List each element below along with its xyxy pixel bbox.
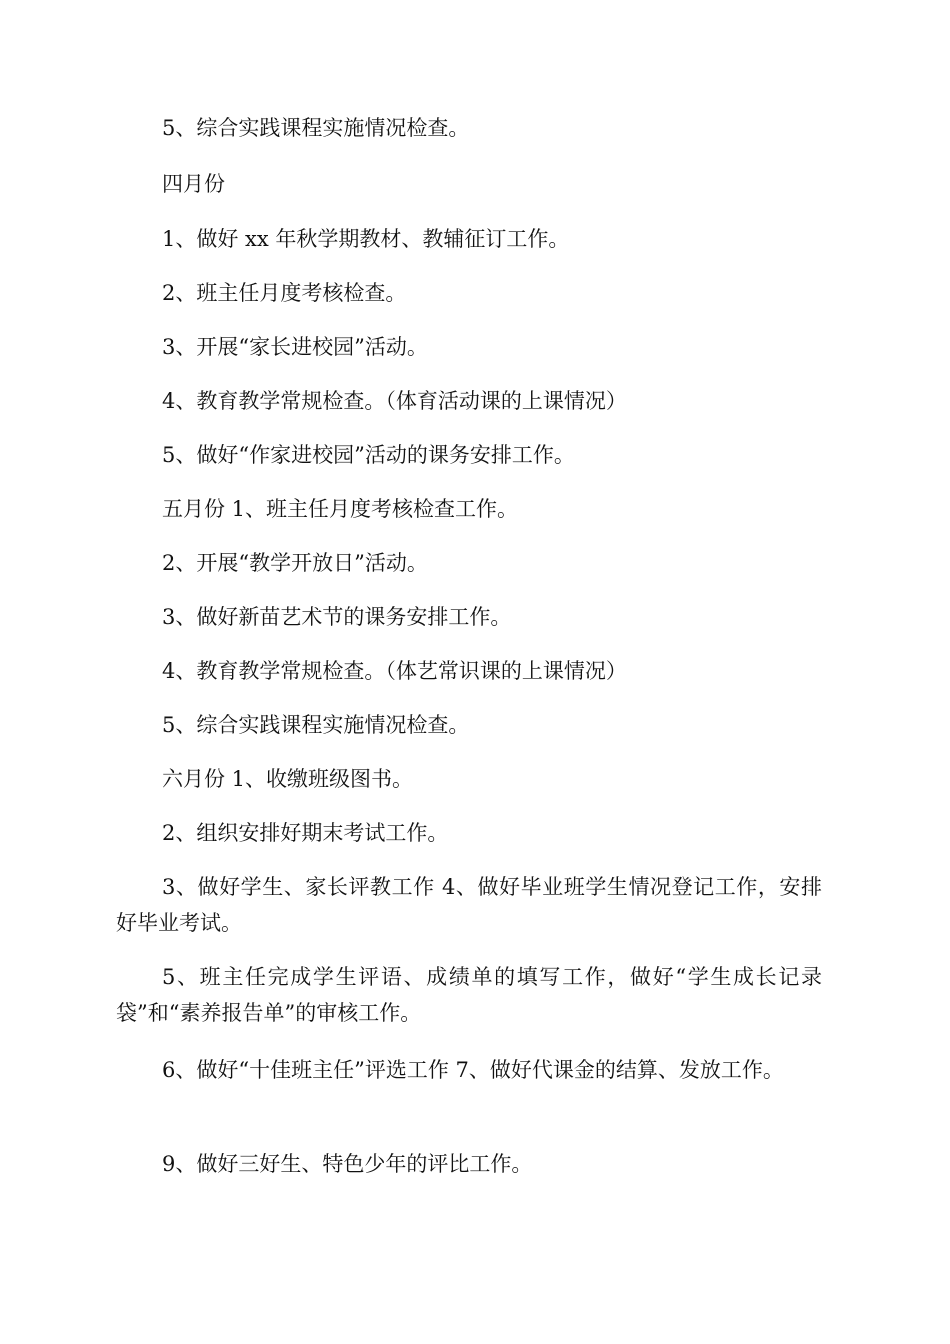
line-6: 4、教育教学常规检查。（体育活动课的上课情况） [162, 389, 627, 413]
line-1: 5、综合实践课程实施情况检查。 [162, 116, 470, 140]
line-9: 2、开展“教学开放日”活动。 [162, 551, 428, 575]
line-8: 五月份 1、班主任月度考核检查工作。 [162, 497, 519, 521]
paragraph-3: 6、做好“十佳班主任”评选工作 7、做好代课金的结算、发放工作。 [162, 1058, 784, 1082]
line-14: 2、组织安排好期末考试工作。 [162, 821, 449, 845]
paragraph-1: 3、做好学生、家长评教工作 4、做好毕业班学生情况登记工作，安排好毕业考试。 [116, 875, 822, 935]
line-5: 3、开展“家长进校园”活动。 [162, 335, 428, 359]
line-2: 四月份 [162, 172, 225, 196]
line-12: 5、综合实践课程实施情况检查。 [162, 713, 470, 737]
line-11: 4、教育教学常规检查。（体艺常识课的上课情况） [162, 659, 627, 683]
paragraph-2: 5、班主任完成学生评语、成绩单的填写工作，做好“学生成长记录袋”和“素养报告单”的审核工作。 [116, 965, 822, 1025]
line-4: 2、班主任月度考核检查。 [162, 281, 407, 305]
line-last: 9、做好三好生、特色少年的评比工作。 [162, 1152, 533, 1176]
line-3: 1、做好 xx 年秋学期教材、教辅征订工作。 [162, 227, 570, 251]
line-7: 5、做好“作家进校园”活动的课务安排工作。 [162, 443, 575, 467]
line-13: 六月份 1、收缴班级图书。 [162, 767, 414, 791]
line-10: 3、做好新苗艺术节的课务安排工作。 [162, 605, 512, 629]
